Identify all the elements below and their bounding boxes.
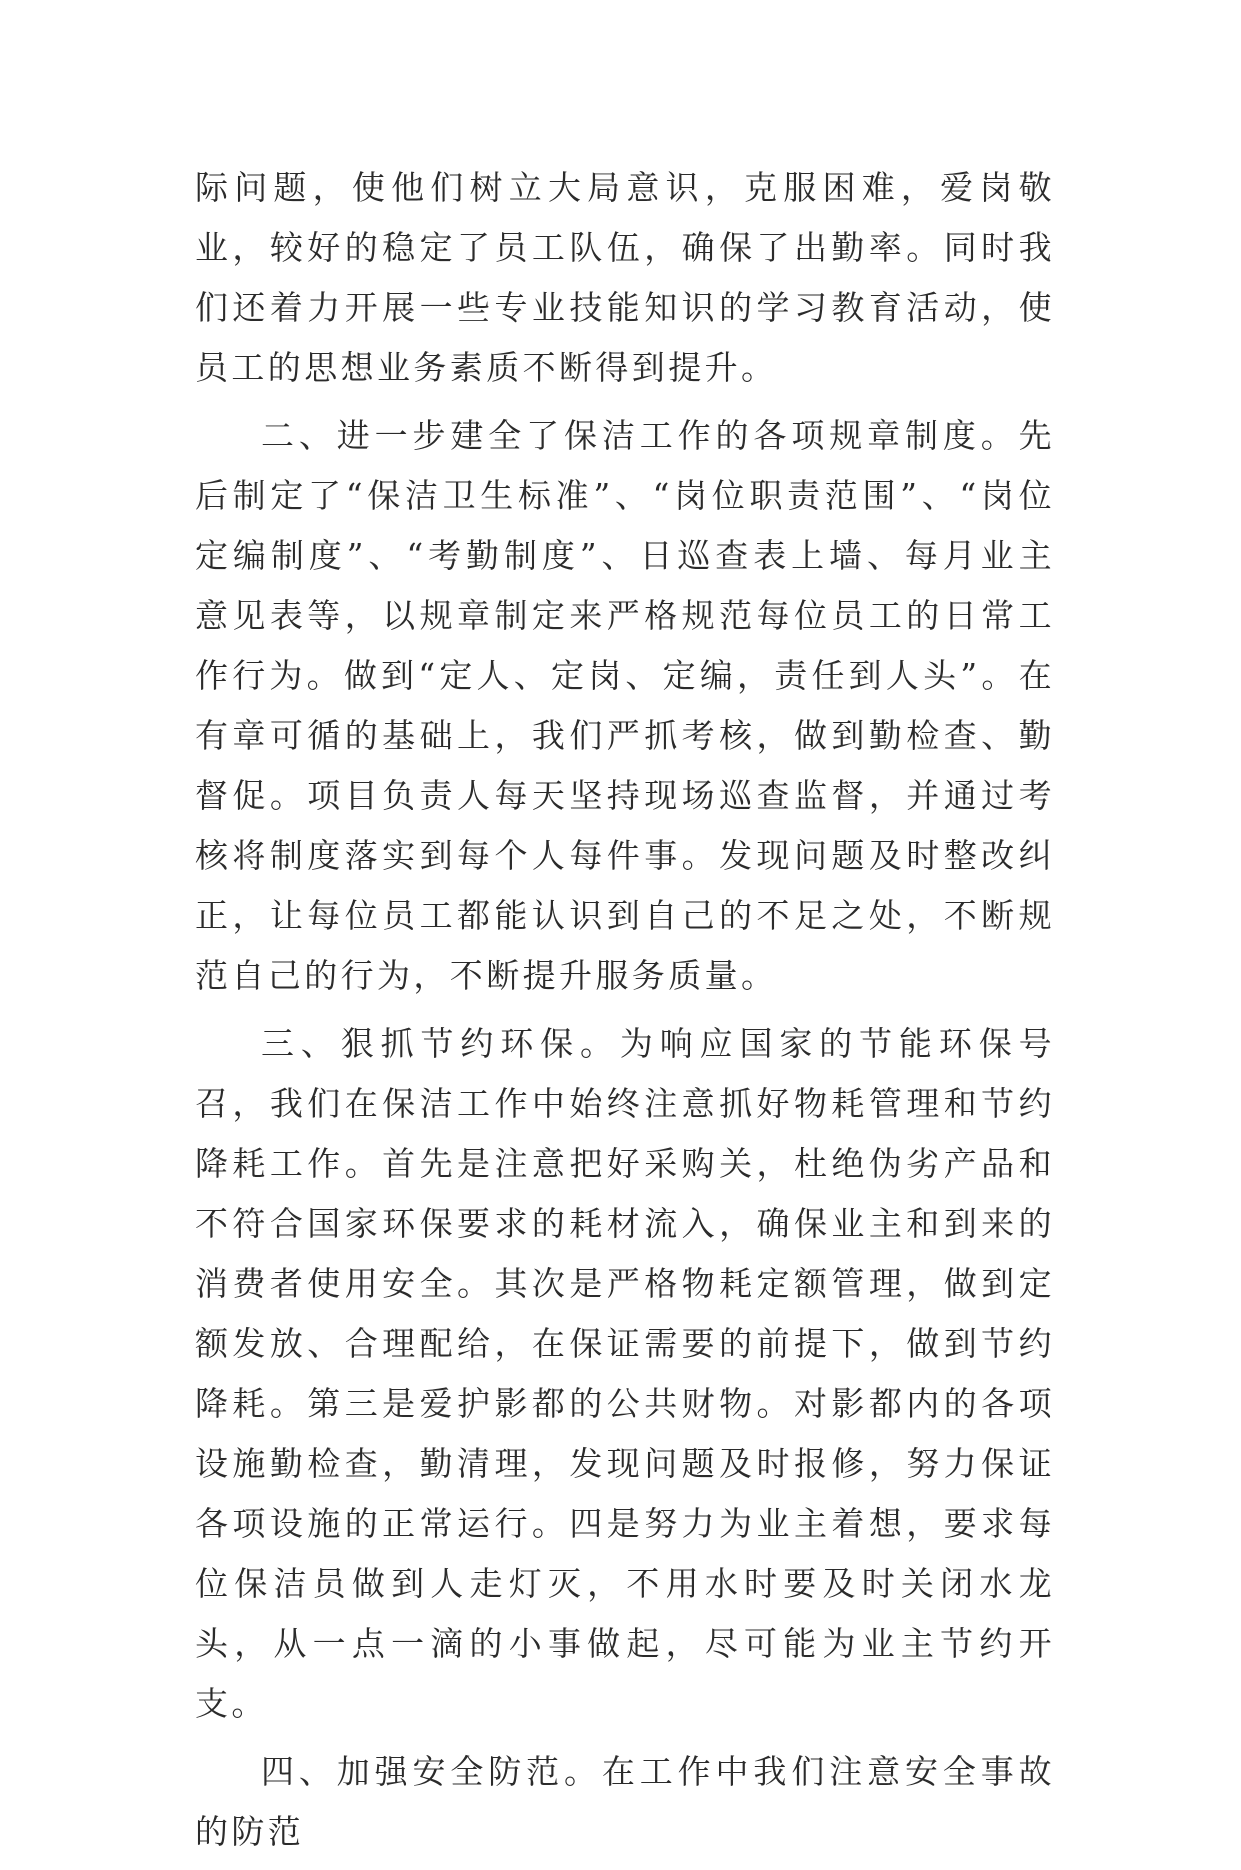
document-body [195,158,1055,1870]
paragraph-continuation: 际问题，使他们树立大局意识，克服困难，爱岗敬业，较好的稳定了员工队伍，确保了出勤率。同时我们还着力开展一些专业技能知识的学习教育活动，使员工的思想业务素质不断得到提升。 [195,168,1055,387]
paragraph-regulations: 二、进一步建全了保洁工作的各项规章制度。先后制定了“保洁卫生标准”、“岗位职责范围”、“岗位定编制度”、“考勤制度”、日巡查表上墙、每月业主意见表等，以规章制定来严格规范每位员工的日常工作行为。做到“定人、定岗、定编，责任到人头”。在有章可循的基础上，我们严抓考核，做到勤检查、勤督促。项目负责人每天坚持现场巡查监督，并通过考核将制度落实到每个人每件事。发现问题及时整改纠正，让每位员工都能认识到自己的不足之处，不断规范自己的行为，不断提升服务质量。 [195,416,1055,995]
paragraph-energy-saving: 三、狠抓节约环保。为响应国家的节能环保号召，我们在保洁工作中始终注意抓好物耗管理和节约降耗工作。首先是注意把好采购关，杜绝伪劣产品和不符合国家环保要求的耗材流入，确保业主和到来的消费者使用安全。其次是严格物耗定额管理，做到定额发放、合理配给，在保证需要的前提下，做到节约降耗。第三是爱护影都的公共财物。对影都内的各项设施勤检查，勤清理，发现问题及时报修，努力保证各项设施的正常运行。四是努力为业主着想，要求每位保洁员做到人走灯灭，不用水时要及时关闭水龙头，从一点一滴的小事做起，尽可能为业主节约开支。 [195,1024,1055,1723]
paragraph-safety: 四、加强安全防范。在工作中我们注意安全事故的防范 [195,1752,1055,1851]
